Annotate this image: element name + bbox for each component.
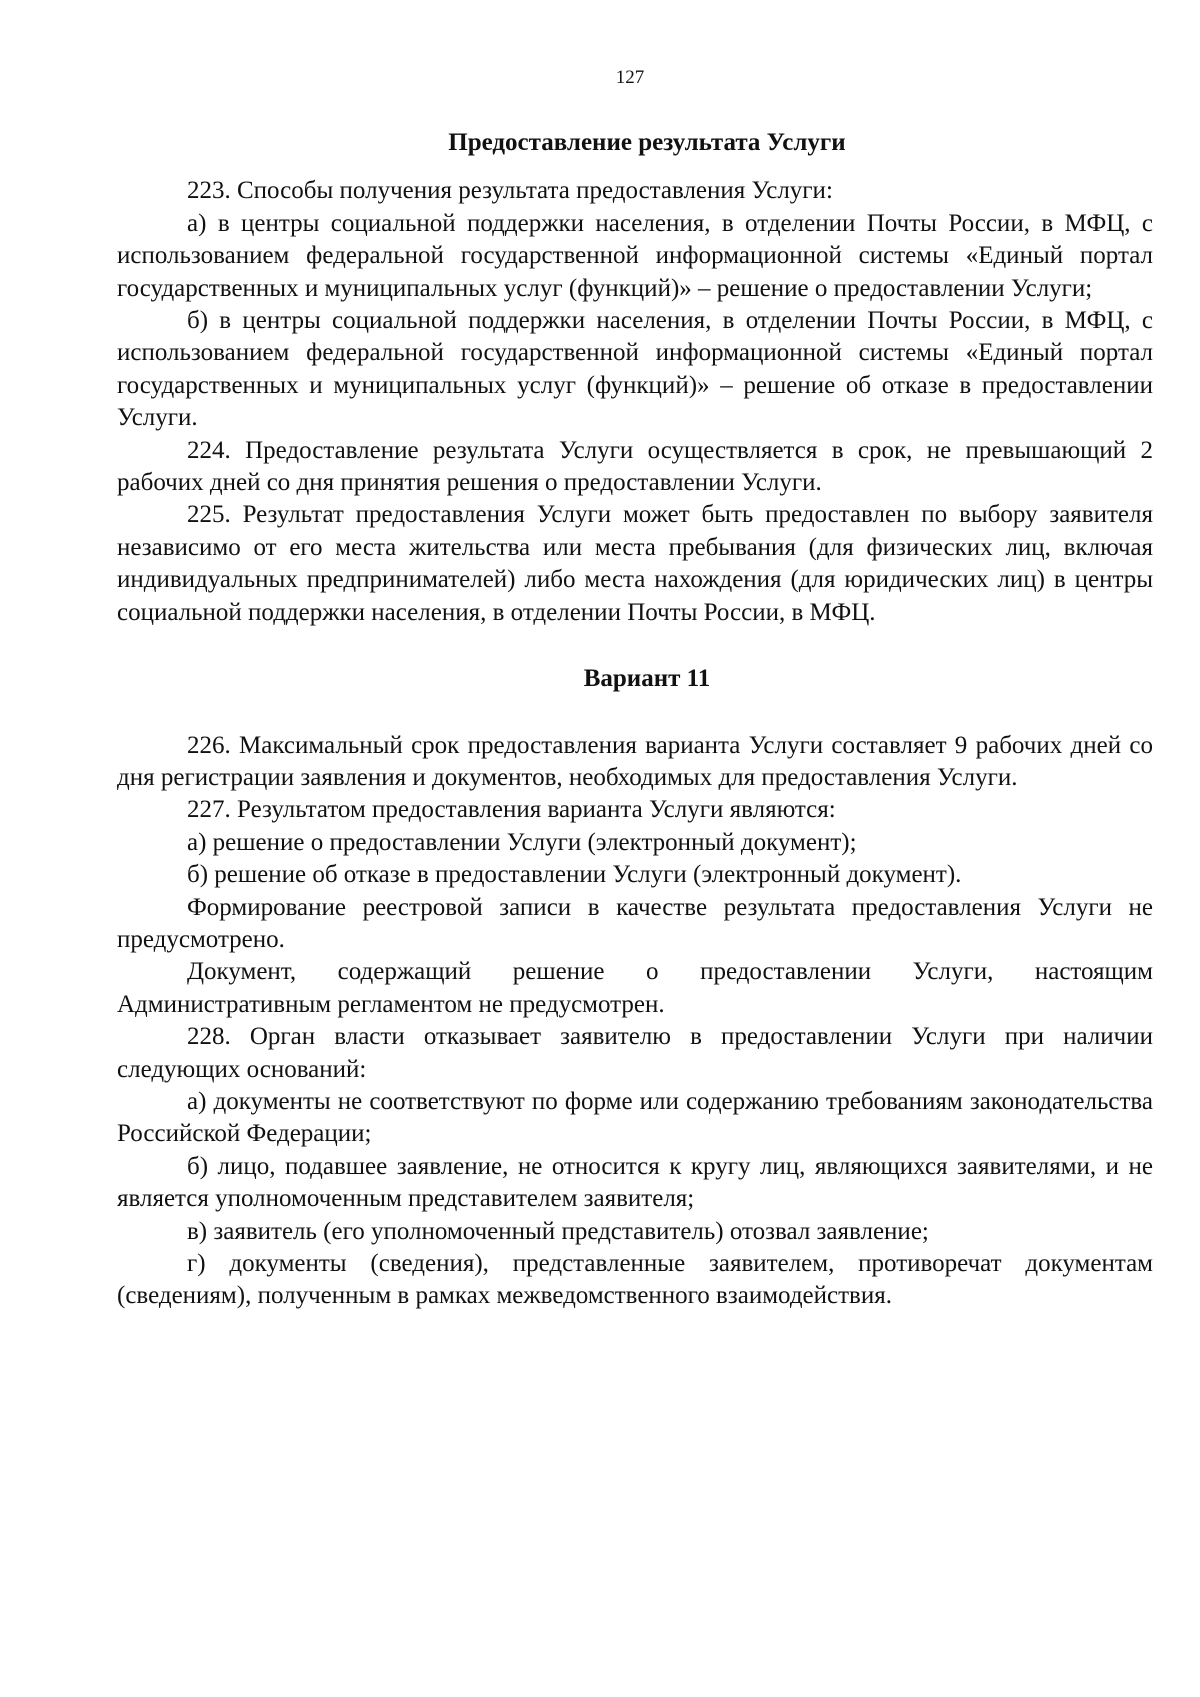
paragraph-223-a: а) в центры социальной поддержки населения, в отделении Почты России, в МФЦ, с использованием федеральной государственной информационной системы «Единый портал государственных и муниципальных услуг (функций)» – решение о предоставлении Услуги; <box>117 209 1153 302</box>
paragraph-228-a: а) документы не соответствуют по форме или содержанию требованиям законодательства Российской Федерации; <box>117 1087 1153 1148</box>
paragraph-223-b: б) в центры социальной поддержки населения, в отделении Почты России, в МФЦ, с использованием федеральной государственной информационной системы «Единый портал государственных и муниципальных услуг (функций)» – решение об отказе в предоставлении Услуги. <box>117 307 1153 432</box>
paragraph-registry-record: Формирование реестровой записи в качестве результата предоставления Услуги не предусмотрено. <box>117 893 1153 953</box>
paragraph-224: 224. Предоставление результата Услуги осуществляется в срок, не превышающий 2 рабочих дней со дня принятия решения о предоставлении Услуги. <box>117 436 1153 497</box>
section-heading-variant: Вариант 11 <box>583 665 711 693</box>
paragraph-228-b: б) лицо, подавшее заявление, не относится к кругу лиц, являющихся заявителями, и не является уполномоченным представителем заявителя; <box>117 1152 1153 1213</box>
paragraph-decision-document: Документ, содержащий решение о предоставлении Услуги, настоящим Административным регламентом не предусмотрен. <box>117 958 1153 1018</box>
paragraph-227-b: б) решение об отказе в предоставлении Услуги (электронный документ). <box>187 861 962 889</box>
document-body <box>117 127 1153 1313</box>
page-number: 127 <box>615 67 645 88</box>
paragraph-227-a: а) решение о предоставлении Услуги (электронный документ); <box>187 828 857 856</box>
paragraph-225: 225. Результат предоставления Услуги может быть предоставлен по выбору заявителя независимо от его места жительства или места пребывания (для физических лиц, включая индивидуальных предпринимателей) либо места нахождения (для юридических лиц) в центры социальной поддержки населения, в отделении Почты России, в МФЦ. <box>117 501 1153 626</box>
paragraph-223: 223. Способы получения результата предоставления Услуги: <box>187 177 833 205</box>
paragraph-228: 228. Орган власти отказывает заявителю в предоставлении Услуги при наличии следующих оснований: <box>117 1023 1153 1083</box>
paragraph-226: 226. Максимальный срок предоставления варианта Услуги составляет 9 рабочих дней со дня регистрации заявления и документов, необходимых для предоставления Услуги. <box>117 731 1153 791</box>
paragraph-228-v: в) заявитель (его уполномоченный представитель) отозвал заявление; <box>187 1217 929 1245</box>
paragraph-228-g: г) документы (сведения), представленные заявителем, противоречат документам (сведениям), полученным в рамках межведомственного взаимодействия. <box>117 1250 1153 1310</box>
paragraph-227: 227. Результатом предоставления варианта Услуги являются: <box>187 796 836 824</box>
section-heading-result: Предоставление результата Услуги <box>448 129 846 156</box>
